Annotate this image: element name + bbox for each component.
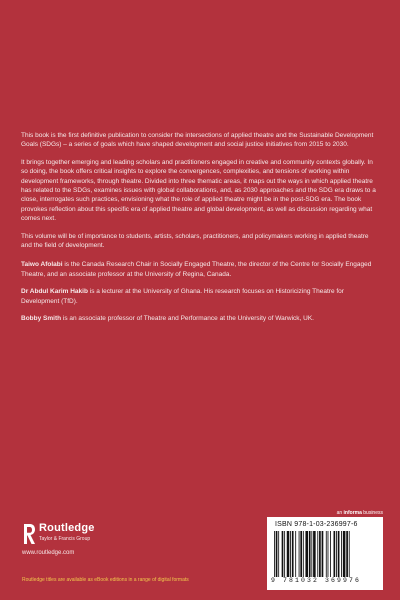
barcode-bar [341, 531, 342, 577]
barcode-bars-icon [273, 531, 377, 577]
barcode-bar [322, 531, 324, 577]
author-bio-1 [21, 260, 381, 279]
barcode-bar [328, 531, 329, 577]
author-name: Taiwo Afolabi [21, 261, 63, 269]
description-paragraph-2: It brings together emerging and leading scholars and practitioners engaged in creative and community contexts globally. In so doing, the book offers critical insights to explore the convergences, complexities, and tensions of working within development frameworks, through theatre. Divided into three thematic areas, it maps out the ways in which applied theatre has related to the SDGs, examines issues with global collaborations, and, as 2030 approaches and the SDG era draws to a close, interrogates such practices, envisioning what the role of applied theatre might be in the post-SDG era. The book provokes reflection about this specific era of applied theatre and global development, as well as discussion regarding what comes next. [21, 158, 376, 223]
book-description [21, 131, 381, 332]
barcode-bar [319, 531, 321, 577]
barcode-bar [300, 531, 302, 577]
barcode-bar [317, 531, 318, 577]
barcode-bar [292, 531, 294, 577]
author-bio-3 [21, 314, 381, 323]
author-name: Dr Abdul Karim Hakib [21, 288, 88, 296]
barcode-bar [330, 531, 331, 577]
barcode-number: 9 781032 369976 [271, 577, 362, 584]
publisher-block [22, 519, 182, 559]
barcode-bar [299, 531, 300, 577]
barcode-bar [303, 531, 304, 577]
description-paragraph-1: This book is the first definitive publication to consider the intersections of applied theatre and the Sustainable Development Goals (SDGs) – a series of goals which have shaped development and social justice initiatives from 2015 to 2030. [21, 132, 374, 149]
publisher-url[interactable]: www.routledge.com [22, 550, 75, 556]
barcode-bar [334, 531, 336, 577]
author-bio-text: is a lecturer at the University of Ghana. His research focuses on Historicizing Theatre for Development (TfD). [21, 288, 344, 305]
author-bio-text: is the Canada Research Chair in Socially Engaged Theatre, the director of the Centre for Socially Engaged Theatre, and an associate professor at the University of Regina, Canada. [21, 261, 372, 278]
barcode-bar [326, 531, 327, 577]
barcode-bar [338, 531, 340, 577]
author-bio-2 [21, 287, 381, 306]
barcode-bar [287, 531, 290, 577]
barcode-bar [295, 531, 296, 577]
barcode-bar [305, 531, 308, 577]
publisher-name: Routledge [39, 522, 95, 534]
barcode-bar [278, 531, 279, 577]
barcode-bar [346, 531, 348, 577]
barcode-bar [309, 531, 311, 577]
barcode-area [267, 510, 383, 590]
barcode-bar [276, 531, 278, 577]
informa-prefix: an [336, 510, 344, 516]
author-name: Bobby Smith [21, 315, 62, 323]
author-bio-text: is an associate professor of Theatre and Performance at the University of Warwick, UK. [61, 315, 314, 323]
publisher-group: Taylor & Francis Group [39, 536, 91, 542]
barcode-bar [284, 531, 285, 577]
informa-label [337, 510, 383, 516]
isbn-text: ISBN 978-1-03-236997-6 [275, 521, 358, 528]
barcode-bar [336, 531, 337, 577]
description-paragraph-3: This volume will be of importance to students, artists, scholars, practitioners, and policymakers working in applied theatre and the field of development. [21, 232, 369, 250]
barcode-bar [290, 531, 291, 577]
informa-brand: informa [343, 510, 362, 516]
barcode-bar [313, 531, 316, 577]
routledge-logo-icon [22, 523, 36, 545]
barcode-bar [349, 531, 350, 577]
barcode-bar [311, 531, 312, 577]
barcode-bar [282, 531, 284, 577]
barcode-bar [343, 531, 346, 577]
barcode [267, 517, 383, 590]
ebook-note: Routledge titles are available as eBook editions in a range of digital formats [22, 577, 189, 583]
barcode-bar [274, 531, 275, 577]
informa-suffix: business [361, 510, 383, 516]
